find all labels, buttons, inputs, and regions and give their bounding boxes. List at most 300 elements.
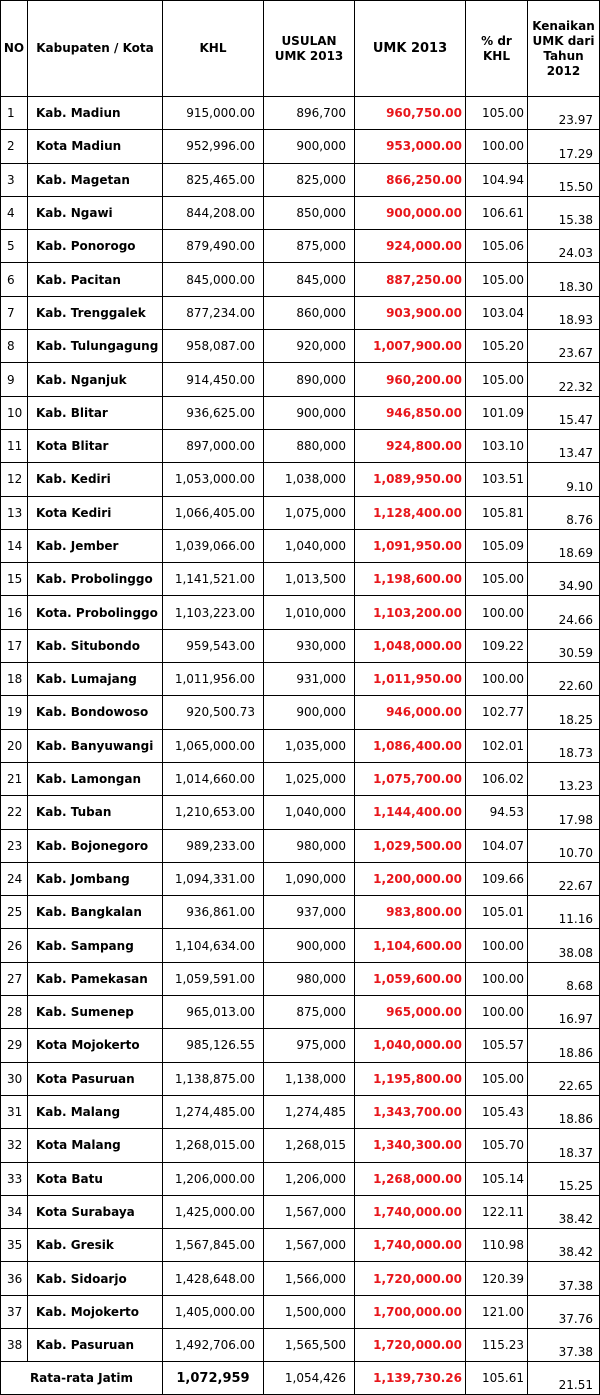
region-name: Kab. Bangkalan xyxy=(28,896,163,929)
usulan-value: 1,274,485 xyxy=(264,1095,355,1128)
table-header xyxy=(1,1,600,97)
usulan-value: 1,025,000 xyxy=(264,762,355,795)
pct-khl-value: 105.06 xyxy=(466,230,528,263)
table-row xyxy=(1,529,600,562)
umk-value: 965,000.00 xyxy=(355,996,466,1029)
pct-khl-value: 103.04 xyxy=(466,296,528,329)
region-name: Kab. Situbondo xyxy=(28,629,163,662)
kenaikan-value: 18.25 xyxy=(528,696,600,729)
umk-value: 1,007,900.00 xyxy=(355,330,466,363)
pct-khl-value: 121.00 xyxy=(466,1295,528,1328)
umk-value: 1,104,600.00 xyxy=(355,929,466,962)
usulan-value: 900,000 xyxy=(264,130,355,163)
khl-value: 985,126.55 xyxy=(163,1029,264,1062)
table-row xyxy=(1,762,600,795)
kenaikan-value: 38.42 xyxy=(528,1229,600,1262)
usulan-value: 1,010,000 xyxy=(264,596,355,629)
pct-khl-value: 105.00 xyxy=(466,563,528,596)
kenaikan-value: 24.03 xyxy=(528,230,600,263)
khl-value: 1,053,000.00 xyxy=(163,463,264,496)
khl-value: 877,234.00 xyxy=(163,296,264,329)
table-row xyxy=(1,896,600,929)
umk-value: 1,091,950.00 xyxy=(355,529,466,562)
kenaikan-value: 15.38 xyxy=(528,196,600,229)
row-number: 19 xyxy=(1,696,28,729)
average-row xyxy=(1,1362,600,1395)
usulan-value: 900,000 xyxy=(264,396,355,429)
pct-khl-value: 115.23 xyxy=(466,1328,528,1361)
pct-khl-value: 100.00 xyxy=(466,663,528,696)
usulan-value: 845,000 xyxy=(264,263,355,296)
khl-value: 920,500.73 xyxy=(163,696,264,729)
usulan-value: 920,000 xyxy=(264,330,355,363)
umk-value: 1,200,000.00 xyxy=(355,862,466,895)
usulan-value: 1,566,000 xyxy=(264,1262,355,1295)
table-row xyxy=(1,130,600,163)
pct-khl-value: 102.01 xyxy=(466,729,528,762)
usulan-value: 1,268,015 xyxy=(264,1129,355,1162)
region-name: Kab. Ponorogo xyxy=(28,230,163,263)
khl-value: 1,492,706.00 xyxy=(163,1328,264,1361)
usulan-value: 930,000 xyxy=(264,629,355,662)
khl-value: 1,138,875.00 xyxy=(163,1062,264,1095)
pct-khl-value: 100.00 xyxy=(466,130,528,163)
kenaikan-value: 8.68 xyxy=(528,962,600,995)
pct-khl-value: 105.14 xyxy=(466,1162,528,1195)
usulan-value: 1,138,000 xyxy=(264,1062,355,1095)
khl-value: 989,233.00 xyxy=(163,829,264,862)
average-usulan: 1,054,426 xyxy=(264,1362,355,1395)
kenaikan-value: 16.97 xyxy=(528,996,600,1029)
table-body xyxy=(1,97,600,1362)
umk-value: 1,343,700.00 xyxy=(355,1095,466,1128)
pct-khl-value: 102.77 xyxy=(466,696,528,729)
khl-value: 1,141,521.00 xyxy=(163,563,264,596)
table-row xyxy=(1,729,600,762)
table-footer xyxy=(1,1362,600,1395)
kenaikan-value: 17.98 xyxy=(528,796,600,829)
pct-khl-value: 105.09 xyxy=(466,529,528,562)
region-name: Kab. Sampang xyxy=(28,929,163,962)
khl-value: 1,065,000.00 xyxy=(163,729,264,762)
header-khl: KHL xyxy=(163,1,264,97)
usulan-value: 975,000 xyxy=(264,1029,355,1062)
umk-value: 900,000.00 xyxy=(355,196,466,229)
kenaikan-value: 37.76 xyxy=(528,1295,600,1328)
kenaikan-value: 18.73 xyxy=(528,729,600,762)
kenaikan-value: 13.47 xyxy=(528,429,600,462)
pct-khl-value: 106.02 xyxy=(466,762,528,795)
region-name: Kab. Ngawi xyxy=(28,196,163,229)
header-no: NO xyxy=(1,1,28,97)
region-name: Kota Madiun xyxy=(28,130,163,163)
row-number: 12 xyxy=(1,463,28,496)
umk-value: 960,750.00 xyxy=(355,97,466,130)
pct-khl-value: 105.00 xyxy=(466,263,528,296)
umk-value: 1,340,300.00 xyxy=(355,1129,466,1162)
umk-value: 1,128,400.00 xyxy=(355,496,466,529)
row-number: 21 xyxy=(1,762,28,795)
table-row xyxy=(1,862,600,895)
row-number: 27 xyxy=(1,962,28,995)
row-number: 38 xyxy=(1,1328,28,1361)
table-row xyxy=(1,496,600,529)
row-number: 31 xyxy=(1,1095,28,1128)
table-row xyxy=(1,363,600,396)
usulan-value: 900,000 xyxy=(264,929,355,962)
umk-value: 1,720,000.00 xyxy=(355,1328,466,1361)
kenaikan-value: 18.30 xyxy=(528,263,600,296)
row-number: 22 xyxy=(1,796,28,829)
usulan-value: 875,000 xyxy=(264,996,355,1029)
kenaikan-value: 34.90 xyxy=(528,563,600,596)
pct-khl-value: 105.01 xyxy=(466,896,528,929)
row-number: 32 xyxy=(1,1129,28,1162)
usulan-value: 931,000 xyxy=(264,663,355,696)
row-number: 16 xyxy=(1,596,28,629)
pct-khl-value: 122.11 xyxy=(466,1195,528,1228)
khl-value: 1,268,015.00 xyxy=(163,1129,264,1162)
row-number: 33 xyxy=(1,1162,28,1195)
umk-value: 1,740,000.00 xyxy=(355,1229,466,1262)
usulan-value: 880,000 xyxy=(264,429,355,462)
table-row xyxy=(1,1195,600,1228)
umk-value: 1,720,000.00 xyxy=(355,1262,466,1295)
umk-value: 1,700,000.00 xyxy=(355,1295,466,1328)
region-name: Kab. Lumajang xyxy=(28,663,163,696)
table-row xyxy=(1,829,600,862)
region-name: Kab. Probolinggo xyxy=(28,563,163,596)
umk-value: 1,048,000.00 xyxy=(355,629,466,662)
region-name: Kota. Probolinggo xyxy=(28,596,163,629)
region-name: Kota Malang xyxy=(28,1129,163,1162)
khl-value: 1,014,660.00 xyxy=(163,762,264,795)
region-name: Kab. Pamekasan xyxy=(28,962,163,995)
kenaikan-value: 23.97 xyxy=(528,97,600,130)
table-row xyxy=(1,1062,600,1095)
header-pct-khl: % dr KHL xyxy=(466,1,528,97)
kenaikan-value: 23.67 xyxy=(528,330,600,363)
usulan-value: 1,040,000 xyxy=(264,796,355,829)
row-number: 10 xyxy=(1,396,28,429)
table-row xyxy=(1,463,600,496)
row-number: 29 xyxy=(1,1029,28,1062)
region-name: Kab. Trenggalek xyxy=(28,296,163,329)
table-row xyxy=(1,163,600,196)
table-row xyxy=(1,929,600,962)
average-label: Rata-rata Jatim xyxy=(1,1362,163,1395)
khl-value: 1,567,845.00 xyxy=(163,1229,264,1262)
table-row xyxy=(1,1295,600,1328)
table-row xyxy=(1,1029,600,1062)
table-row xyxy=(1,296,600,329)
region-name: Kota Kediri xyxy=(28,496,163,529)
umk-value: 866,250.00 xyxy=(355,163,466,196)
row-number: 20 xyxy=(1,729,28,762)
kenaikan-value: 18.86 xyxy=(528,1029,600,1062)
usulan-value: 1,038,000 xyxy=(264,463,355,496)
region-name: Kab. Pasuruan xyxy=(28,1328,163,1361)
usulan-value: 980,000 xyxy=(264,829,355,862)
row-number: 30 xyxy=(1,1062,28,1095)
region-name: Kab. Sidoarjo xyxy=(28,1262,163,1295)
khl-value: 1,428,648.00 xyxy=(163,1262,264,1295)
table-row xyxy=(1,596,600,629)
kenaikan-value: 18.69 xyxy=(528,529,600,562)
pct-khl-value: 109.66 xyxy=(466,862,528,895)
region-name: Kab. Bojonegoro xyxy=(28,829,163,862)
kenaikan-value: 11.16 xyxy=(528,896,600,929)
khl-value: 1,059,591.00 xyxy=(163,962,264,995)
row-number: 5 xyxy=(1,230,28,263)
khl-value: 1,206,000.00 xyxy=(163,1162,264,1195)
row-number: 1 xyxy=(1,97,28,130)
usulan-value: 1,035,000 xyxy=(264,729,355,762)
kenaikan-value: 22.60 xyxy=(528,663,600,696)
region-name: Kab. Malang xyxy=(28,1095,163,1128)
row-number: 15 xyxy=(1,563,28,596)
kenaikan-value: 9.10 xyxy=(528,463,600,496)
region-name: Kab. Madiun xyxy=(28,97,163,130)
kenaikan-value: 37.38 xyxy=(528,1328,600,1361)
region-name: Kab. Banyuwangi xyxy=(28,729,163,762)
table-row xyxy=(1,330,600,363)
row-number: 25 xyxy=(1,896,28,929)
khl-value: 936,625.00 xyxy=(163,396,264,429)
pct-khl-value: 110.98 xyxy=(466,1229,528,1262)
table-row xyxy=(1,563,600,596)
kenaikan-value: 13.23 xyxy=(528,762,600,795)
row-number: 37 xyxy=(1,1295,28,1328)
pct-khl-value: 106.61 xyxy=(466,196,528,229)
usulan-value: 1,090,000 xyxy=(264,862,355,895)
region-name: Kab. Magetan xyxy=(28,163,163,196)
umk-value: 1,144,400.00 xyxy=(355,796,466,829)
pct-khl-value: 105.00 xyxy=(466,97,528,130)
kenaikan-value: 38.42 xyxy=(528,1195,600,1228)
region-name: Kab. Sumenep xyxy=(28,996,163,1029)
pct-khl-value: 105.57 xyxy=(466,1029,528,1062)
region-name: Kab. Tuban xyxy=(28,796,163,829)
region-name: Kab. Mojokerto xyxy=(28,1295,163,1328)
header-umk: UMK 2013 xyxy=(355,1,466,97)
umk-value: 953,000.00 xyxy=(355,130,466,163)
table-row xyxy=(1,1328,600,1361)
row-number: 28 xyxy=(1,996,28,1029)
table-row xyxy=(1,97,600,130)
table-row xyxy=(1,1262,600,1295)
kenaikan-value: 38.08 xyxy=(528,929,600,962)
khl-value: 1,405,000.00 xyxy=(163,1295,264,1328)
umk-value: 960,200.00 xyxy=(355,363,466,396)
row-number: 7 xyxy=(1,296,28,329)
pct-khl-value: 94.53 xyxy=(466,796,528,829)
pct-khl-value: 109.22 xyxy=(466,629,528,662)
region-name: Kab. Gresik xyxy=(28,1229,163,1262)
table-row xyxy=(1,1129,600,1162)
header-kabupaten: Kabupaten / Kota xyxy=(28,1,163,97)
pct-khl-value: 103.51 xyxy=(466,463,528,496)
usulan-value: 1,565,500 xyxy=(264,1328,355,1361)
khl-value: 958,087.00 xyxy=(163,330,264,363)
umk-value: 1,195,800.00 xyxy=(355,1062,466,1095)
region-name: Kab. Jember xyxy=(28,529,163,562)
usulan-value: 896,700 xyxy=(264,97,355,130)
kenaikan-value: 37.38 xyxy=(528,1262,600,1295)
umk-value: 1,086,400.00 xyxy=(355,729,466,762)
usulan-value: 1,013,500 xyxy=(264,563,355,596)
khl-value: 1,066,405.00 xyxy=(163,496,264,529)
umk-value: 1,011,950.00 xyxy=(355,663,466,696)
region-name: Kab. Kediri xyxy=(28,463,163,496)
kenaikan-value: 17.29 xyxy=(528,130,600,163)
row-number: 13 xyxy=(1,496,28,529)
pct-khl-value: 100.00 xyxy=(466,962,528,995)
umk-value: 1,740,000.00 xyxy=(355,1195,466,1228)
average-khl: 1,072,959 xyxy=(163,1362,264,1395)
pct-khl-value: 105.43 xyxy=(466,1095,528,1128)
kenaikan-value: 24.66 xyxy=(528,596,600,629)
average-kenaikan: 21.51 xyxy=(528,1362,600,1395)
average-pct-khl: 105.61 xyxy=(466,1362,528,1395)
usulan-value: 1,040,000 xyxy=(264,529,355,562)
region-name: Kota Batu xyxy=(28,1162,163,1195)
umk-value: 924,000.00 xyxy=(355,230,466,263)
usulan-value: 850,000 xyxy=(264,196,355,229)
table-row xyxy=(1,629,600,662)
row-number: 2 xyxy=(1,130,28,163)
row-number: 26 xyxy=(1,929,28,962)
kenaikan-value: 15.47 xyxy=(528,396,600,429)
umk-value: 1,089,950.00 xyxy=(355,463,466,496)
region-name: Kab. Bondowoso xyxy=(28,696,163,729)
kenaikan-value: 15.25 xyxy=(528,1162,600,1195)
umk-value: 946,850.00 xyxy=(355,396,466,429)
umk-value: 1,103,200.00 xyxy=(355,596,466,629)
row-number: 36 xyxy=(1,1262,28,1295)
kenaikan-value: 10.70 xyxy=(528,829,600,862)
row-number: 14 xyxy=(1,529,28,562)
pct-khl-value: 103.10 xyxy=(466,429,528,462)
region-name: Kota Blitar xyxy=(28,429,163,462)
khl-value: 936,861.00 xyxy=(163,896,264,929)
pct-khl-value: 100.00 xyxy=(466,596,528,629)
pct-khl-value: 100.00 xyxy=(466,929,528,962)
umk-value: 1,198,600.00 xyxy=(355,563,466,596)
khl-value: 1,104,634.00 xyxy=(163,929,264,962)
table-row xyxy=(1,230,600,263)
region-name: Kab. Blitar xyxy=(28,396,163,429)
table-row xyxy=(1,1162,600,1195)
usulan-value: 890,000 xyxy=(264,363,355,396)
kenaikan-value: 30.59 xyxy=(528,629,600,662)
region-name: Kab. Jombang xyxy=(28,862,163,895)
usulan-value: 1,075,000 xyxy=(264,496,355,529)
khl-value: 959,543.00 xyxy=(163,629,264,662)
khl-value: 1,039,066.00 xyxy=(163,529,264,562)
header-kenaikan: Kenaikan UMK dari Tahun 2012 xyxy=(528,1,600,97)
kenaikan-value: 22.65 xyxy=(528,1062,600,1095)
umk-value: 983,800.00 xyxy=(355,896,466,929)
row-number: 35 xyxy=(1,1229,28,1262)
umk-value: 946,000.00 xyxy=(355,696,466,729)
region-name: Kab. Pacitan xyxy=(28,263,163,296)
usulan-value: 900,000 xyxy=(264,696,355,729)
kenaikan-value: 22.67 xyxy=(528,862,600,895)
row-number: 6 xyxy=(1,263,28,296)
region-name: Kab. Lamongan xyxy=(28,762,163,795)
umk-value: 1,075,700.00 xyxy=(355,762,466,795)
pct-khl-value: 104.94 xyxy=(466,163,528,196)
table-row xyxy=(1,796,600,829)
pct-khl-value: 105.00 xyxy=(466,1062,528,1095)
region-name: Kota Mojokerto xyxy=(28,1029,163,1062)
region-name: Kab. Nganjuk xyxy=(28,363,163,396)
khl-value: 952,996.00 xyxy=(163,130,264,163)
pct-khl-value: 105.20 xyxy=(466,330,528,363)
row-number: 17 xyxy=(1,629,28,662)
usulan-value: 1,567,000 xyxy=(264,1195,355,1228)
khl-value: 844,208.00 xyxy=(163,196,264,229)
khl-value: 1,094,331.00 xyxy=(163,862,264,895)
table-row xyxy=(1,996,600,1029)
umk-value: 887,250.00 xyxy=(355,263,466,296)
khl-value: 1,274,485.00 xyxy=(163,1095,264,1128)
table-row xyxy=(1,1095,600,1128)
row-number: 23 xyxy=(1,829,28,862)
umk-value: 924,800.00 xyxy=(355,429,466,462)
pct-khl-value: 105.00 xyxy=(466,363,528,396)
pct-khl-value: 101.09 xyxy=(466,396,528,429)
kenaikan-value: 15.50 xyxy=(528,163,600,196)
khl-value: 1,011,956.00 xyxy=(163,663,264,696)
table-row xyxy=(1,396,600,429)
umk-value: 1,029,500.00 xyxy=(355,829,466,862)
pct-khl-value: 104.07 xyxy=(466,829,528,862)
usulan-value: 875,000 xyxy=(264,230,355,263)
table-row xyxy=(1,696,600,729)
kenaikan-value: 18.86 xyxy=(528,1095,600,1128)
khl-value: 1,103,223.00 xyxy=(163,596,264,629)
region-name: Kota Pasuruan xyxy=(28,1062,163,1095)
kenaikan-value: 22.32 xyxy=(528,363,600,396)
usulan-value: 1,206,000 xyxy=(264,1162,355,1195)
usulan-value: 1,567,000 xyxy=(264,1229,355,1262)
khl-value: 1,210,653.00 xyxy=(163,796,264,829)
usulan-value: 980,000 xyxy=(264,962,355,995)
umk-value: 1,059,600.00 xyxy=(355,962,466,995)
khl-value: 914,450.00 xyxy=(163,363,264,396)
table-row xyxy=(1,1229,600,1262)
usulan-value: 860,000 xyxy=(264,296,355,329)
kenaikan-value: 18.37 xyxy=(528,1129,600,1162)
umk-value: 1,040,000.00 xyxy=(355,1029,466,1062)
row-number: 4 xyxy=(1,196,28,229)
khl-value: 845,000.00 xyxy=(163,263,264,296)
khl-value: 897,000.00 xyxy=(163,429,264,462)
region-name: Kab. Tulungagung xyxy=(28,330,163,363)
row-number: 24 xyxy=(1,862,28,895)
pct-khl-value: 120.39 xyxy=(466,1262,528,1295)
khl-value: 915,000.00 xyxy=(163,97,264,130)
row-number: 11 xyxy=(1,429,28,462)
pct-khl-value: 105.70 xyxy=(466,1129,528,1162)
row-number: 18 xyxy=(1,663,28,696)
table-row xyxy=(1,429,600,462)
row-number: 3 xyxy=(1,163,28,196)
kenaikan-value: 8.76 xyxy=(528,496,600,529)
usulan-value: 1,500,000 xyxy=(264,1295,355,1328)
